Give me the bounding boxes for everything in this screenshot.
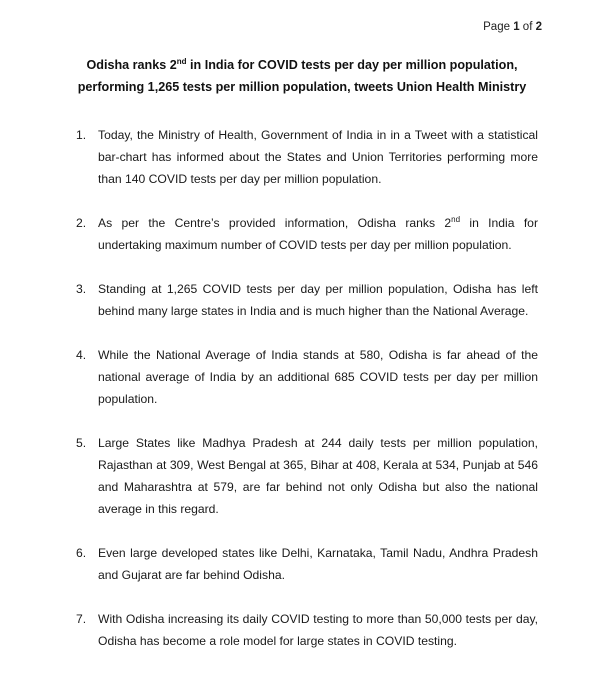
list-item-2 bbox=[76, 212, 538, 256]
list-item-text-before: As per the Centre’s provided information, Odisha ranks 2 bbox=[98, 216, 452, 230]
list-item-4 bbox=[76, 344, 538, 410]
title-line-2: performing 1,265 tests per million population, tweets Union Health Ministry bbox=[77, 80, 527, 94]
list-item-number: 7. bbox=[76, 612, 87, 626]
page-number bbox=[483, 21, 542, 33]
list-item-text: While the National Average of India stands at 580, Odisha is far ahead of the national average of India by an additional 685 COVID tests per day per million population. bbox=[98, 348, 538, 406]
document-title bbox=[0, 54, 604, 98]
title-line-1 bbox=[0, 54, 604, 76]
list-item-3 bbox=[76, 278, 538, 322]
list-item-number: 6. bbox=[76, 546, 87, 560]
list-item-number: 4. bbox=[76, 348, 87, 362]
page-number-total: 2 bbox=[535, 21, 542, 33]
list-item-text-after: in India for undertaking maximum number of COVID tests per day per million population. bbox=[98, 216, 538, 252]
list-item-superscript: nd bbox=[451, 214, 461, 224]
numbered-list bbox=[76, 124, 538, 674]
list-item-text: Even large developed states like Delhi, Karnataka, Tamil Nadu, Andhra Pradesh and Gujarat are far behind Odisha. bbox=[98, 546, 538, 582]
list-item-7 bbox=[76, 608, 538, 652]
page-number-separator: of bbox=[519, 21, 536, 33]
list-item-text: Large States like Madhya Pradesh at 244 daily tests per million population, Rajasthan at 309, West Bengal at 365, Bihar at 408, Kerala at 534, Punjab at 546 and Maharashtra at 579, are far behind not only Odisha but also the national average in this regard. bbox=[98, 436, 538, 516]
title-superscript: nd bbox=[176, 56, 187, 66]
title-line-1-before: Odisha ranks 2 bbox=[86, 58, 177, 72]
title-line-1-after: in India for COVID tests per day per million population, bbox=[186, 58, 518, 72]
list-item-number: 2. bbox=[76, 216, 87, 230]
list-item-text: Today, the Ministry of Health, Government of India in in a Tweet with a statistical bar-chart has informed about the States and Union Territories performing more than 140 COVID tests per day per million population. bbox=[98, 128, 538, 186]
list-item-6 bbox=[76, 542, 538, 586]
page-number-current: 1 bbox=[513, 21, 520, 33]
list-item-text: With Odisha increasing its daily COVID testing to more than 50,000 tests per day, Odisha has become a role model for large states in COVID testing. bbox=[98, 612, 538, 648]
list-item-number: 1. bbox=[76, 128, 87, 142]
list-item-number: 5. bbox=[76, 436, 87, 450]
list-item-5 bbox=[76, 432, 538, 520]
list-item-number: 3. bbox=[76, 282, 87, 296]
page-number-prefix: Page bbox=[483, 21, 514, 33]
list-item-text: Standing at 1,265 COVID tests per day per million population, Odisha has left behind many large states in India and is much higher than the National Average. bbox=[98, 282, 538, 318]
list-item-1 bbox=[76, 124, 538, 190]
